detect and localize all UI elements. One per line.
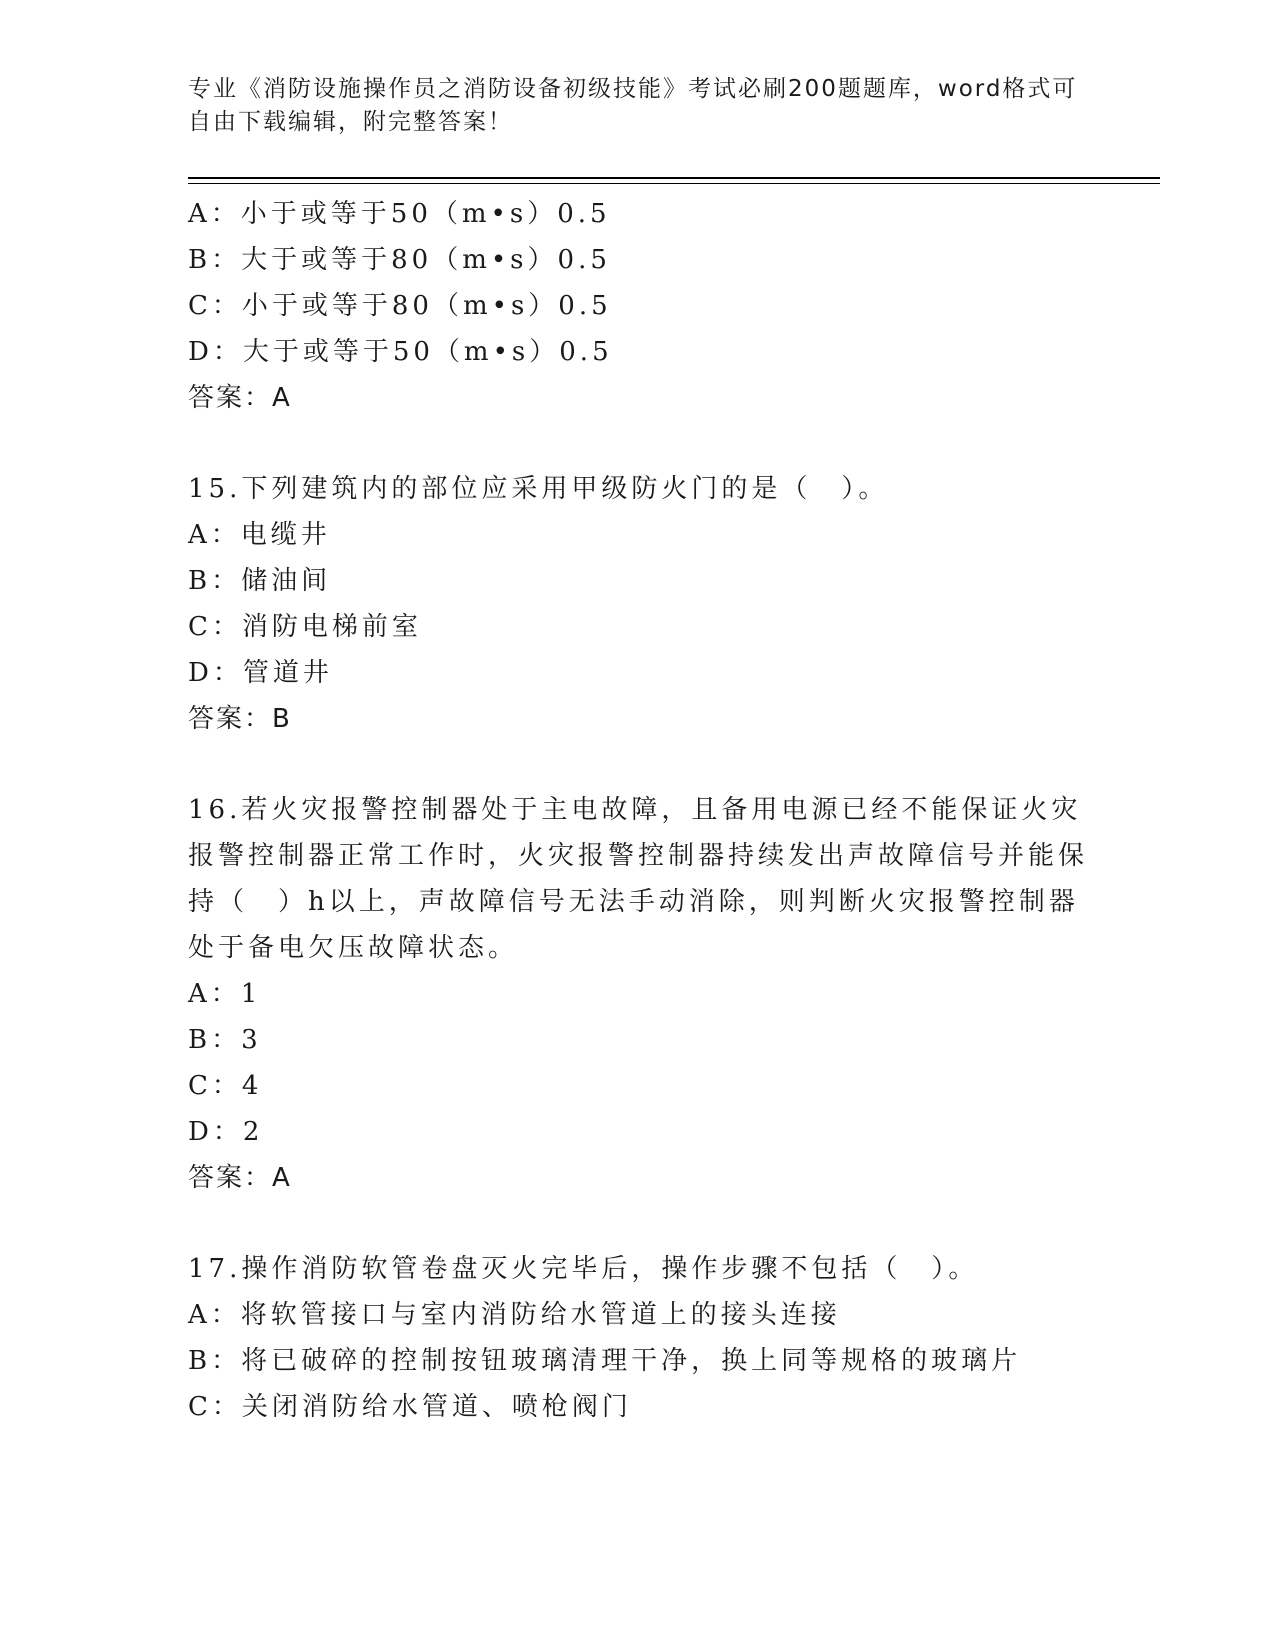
option-a: A：小于或等于50（m•s）0.5 bbox=[188, 199, 611, 229]
question-17-block bbox=[188, 1246, 1098, 1430]
document-body bbox=[188, 191, 1098, 1430]
spacer bbox=[188, 742, 1098, 787]
option-c: C：关闭消防给水管道、喷枪阀门 bbox=[188, 1392, 632, 1422]
document-header: 专业《消防设施操作员之消防设备初级技能》考试必刷200题题库，word格式可自由下载编辑，附完整答案！ bbox=[188, 76, 1078, 135]
spacer bbox=[188, 1201, 1098, 1246]
option-b: B：3 bbox=[188, 1025, 262, 1055]
option-c: C：小于或等于80（m•s）0.5 bbox=[188, 291, 612, 321]
answer-label: 答案：A bbox=[188, 383, 292, 413]
option-c: C：4 bbox=[188, 1071, 263, 1101]
answer-label: 答案：A bbox=[188, 1163, 292, 1193]
header-divider-thick bbox=[188, 177, 1160, 179]
header-divider-thin bbox=[188, 183, 1160, 184]
question-text: 15.下列建筑内的部位应采用甲级防火门的是（ ）。 bbox=[188, 474, 889, 504]
option-d: D：2 bbox=[188, 1117, 264, 1147]
question-text: 17.操作消防软管卷盘灭火完毕后，操作步骤不包括（ ）。 bbox=[188, 1254, 979, 1284]
option-a: A：电缆井 bbox=[188, 520, 331, 550]
option-a: A：将软管接口与室内消防给水管道上的接头连接 bbox=[188, 1300, 841, 1330]
option-a: A：1 bbox=[188, 979, 262, 1009]
question-text: 16.若火灾报警控制器处于主电故障，且备用电源已经不能保证火灾报警控制器正常工作时，火灾报警控制器持续发出声故障信号并能保持（ ）h以上，声故障信号无法手动消除，则判断火灾报警控制器处于备电欠压故障状态。 bbox=[188, 795, 1089, 963]
option-b: B：大于或等于80（m•s）0.5 bbox=[188, 245, 611, 275]
answer-label: 答案：B bbox=[188, 704, 292, 734]
question-14-block bbox=[188, 191, 1098, 421]
option-d: D：大于或等于50（m•s）0.5 bbox=[188, 337, 613, 367]
question-15-block bbox=[188, 466, 1098, 742]
option-c: C：消防电梯前室 bbox=[188, 612, 422, 642]
spacer bbox=[188, 421, 1098, 466]
question-16-block bbox=[188, 787, 1098, 1201]
option-b: B：储油间 bbox=[188, 566, 332, 596]
option-d: D：管道井 bbox=[188, 658, 333, 688]
option-b: B：将已破碎的控制按钮玻璃清理干净，换上同等规格的玻璃片 bbox=[188, 1346, 1022, 1376]
